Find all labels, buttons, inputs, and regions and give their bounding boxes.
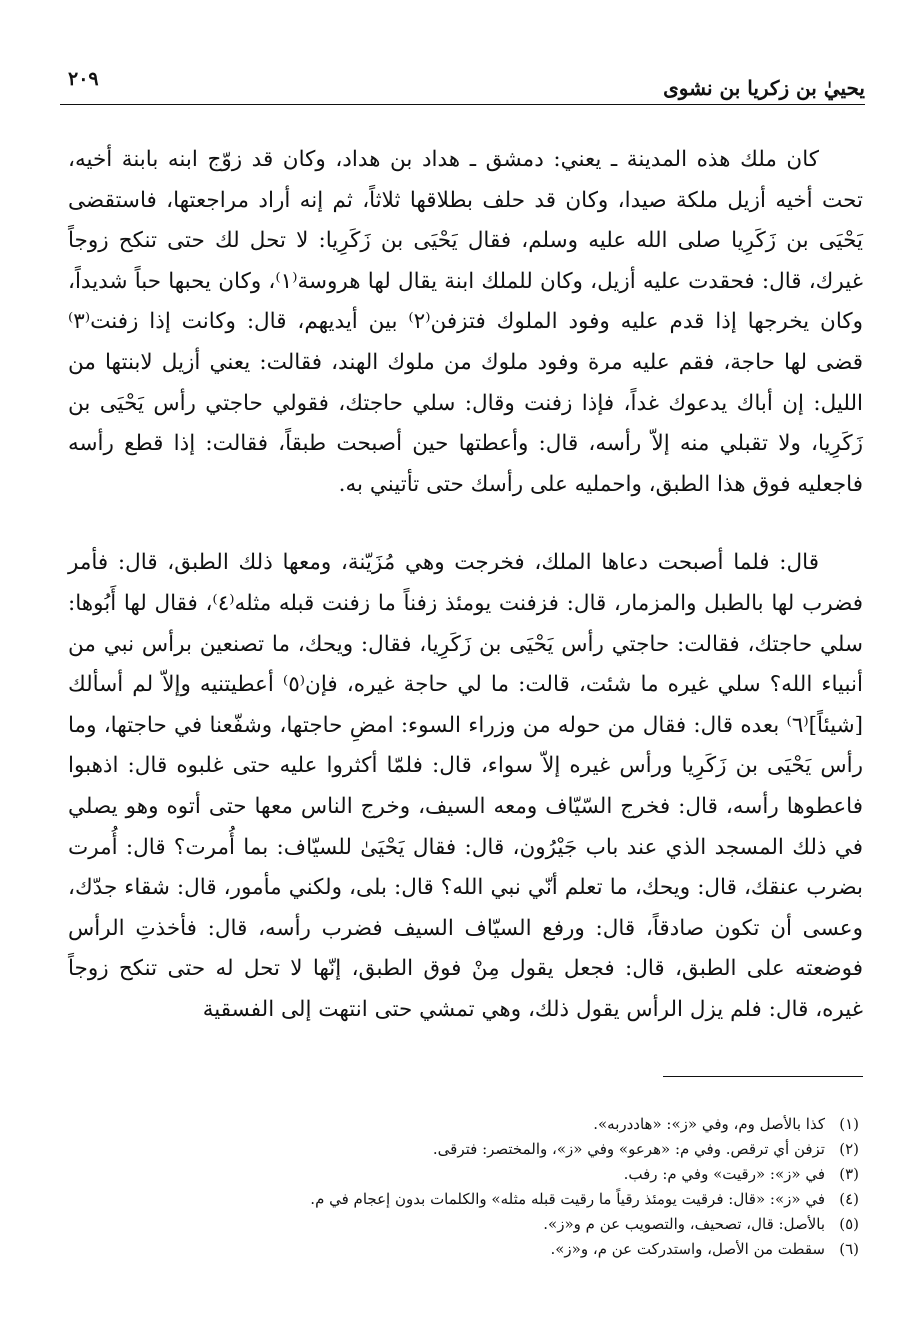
footnote-number: (١) [839, 1115, 859, 1133]
footnote-number: (٦) [839, 1240, 859, 1258]
page-number: ٢٠٩ [68, 68, 99, 90]
footnote [60, 1237, 863, 1262]
main-text [68, 140, 863, 1030]
running-title: يحييٰ بن زكريا بن نشوى [663, 76, 865, 100]
footnote-text: كذا بالأصل وم، وفي «ز»: «هاددربه». [593, 1115, 825, 1133]
footnote [60, 1162, 863, 1187]
footnote [60, 1187, 863, 1212]
footnote [60, 1137, 863, 1162]
page-header [60, 62, 865, 105]
footnote-number: (٣) [839, 1165, 859, 1183]
footnote-text: في «ز»: «قال: فرقيت يومئذ رقياً ما رقيت قبله مثله» والكلمات بدون إعجام في م. [310, 1190, 825, 1208]
footnotes-list [60, 1112, 863, 1262]
footnote [60, 1212, 863, 1237]
footnote-text: تزفن أي ترقص. وفي م: «هرعو» وفي «ز»، والمختصر: فترقى. [432, 1140, 825, 1158]
paragraph: كان ملك هذه المدينة ـ يعني: دمشق ـ هداد بن هداد، وكان قد زوّج ابنه بابنة أخيه، تحت أخيه أزيل ملكة صيدا، وكان قد حلف بطلاقها ثلاثاً، ثم إنه أراد مراجعتها، فاستقضى يَحْيَى بن زَكَرِيا صلى الله عليه وسلم، فقال يَحْيَى بن زَكَرِيا: لا تحل لك حتى تنكح زوجاً غيرك، قال: فحقدت عليه أزيل، وكان للملك ابنة يقال لها هروسة⁽١⁾، وكان يحبها حباً شديداً، وكان يخرجها إذا قدم عليه وفود الملوك فتزفن⁽٢⁾ بين أيديهم، قال: وكانت إذا زفنت⁽٣⁾ قضى لها حاجة، فقم عليه مرة وفود ملوك من ملوك الهند، فقالت: يعني أزيل لابنتها من الليل: إن أباك يدعوك غداً، فإذا زفنت وقال: سلي حاجتك، فقولي حاجتي رأس يَحْيَى بن زَكَرِيا، ولا تقبلي منه إلاّ رأسه، قال: وأعطتها حين أصبحت طبقاً، فقالت: إذا قطع رأسه فاجعليه فوق هذا الطبق، واحمليه على رأسك حتى تأتيني به. [68, 147, 863, 497]
footnote-number: (٥) [839, 1215, 859, 1233]
footnote-text: في «ز»: «رقيت» وفي م: رفب. [623, 1165, 825, 1183]
footnote [60, 1112, 863, 1137]
footnote-text: بالأصل: قال، تصحيف، والتصويب عن م و«ز». [543, 1215, 825, 1233]
footnote-number: (٤) [839, 1190, 859, 1208]
footnote-separator [663, 1076, 863, 1077]
footnote-text: سقطت من الأصل، واستدركت عن م، و«ز». [550, 1240, 825, 1258]
footnote-number: (٢) [839, 1140, 859, 1158]
paragraph: قال: فلما أصبحت دعاها الملك، فخرجت وهي مُزَيّنة، ومعها ذلك الطبق، قال: فأمر فضرب لها بالطبل والمزمار، قال: فزفنت يومئذ زفناً ما زفنت قبله مثله⁽٤⁾، فقال لها أَبُوها: سلي حاجتك، فقالت: حاجتي رأس يَحْيَى بن زَكَرِيا، فقال: ويحك، ما تصنعين برأس نبي من أنبياء الله؟ سلي غيره ما شئت، قالت: ما لي حاجة غيره، فإن⁽٥⁾ أعطيتنيه وإلاّ لم أسألك [شيئاً]⁽٦⁾ بعده قال: فقال من حوله من وزراء السوء: امضِ حاجتها، وشفّعنا في حاجتها، وما رأس يَحْيَى بن زَكَرِيا ورأس غيره إلاّ سواء، قال: فلمّا أكثروا عليه حتى غلبوه قال: اذهبوا فاعطوها رأسه، قال: فخرج السّيّاف ومعه السيف، وخرج الناس معها حتى أتوه وهو يصلي في ذلك المسجد الذي عند باب جَيْرُون، قال: فقال يَحْيَىٰ للسيّاف: بما أُمرت؟ قال: أُمرت بضرب عنقك، قال: ويحك، ما تعلم أنّي نبي الله؟ قال: بلى، ولكني مأمور، قال: شقاء جدّك، وعسى أن تكون صادقاً، قال: ورفع السيّاف السيف فضرب رأسه، قال: فأخذتِ الرأس فوضعته على الطبق، قال: فجعل يقول مِنْ فوق الطبق، إنّها لا تحل له حتى تنكح زوجاً غيره، قال: فلم يزل الرأس يقول ذلك، وهي تمشي حتى انتهت إلى الفسقية [68, 550, 864, 1022]
